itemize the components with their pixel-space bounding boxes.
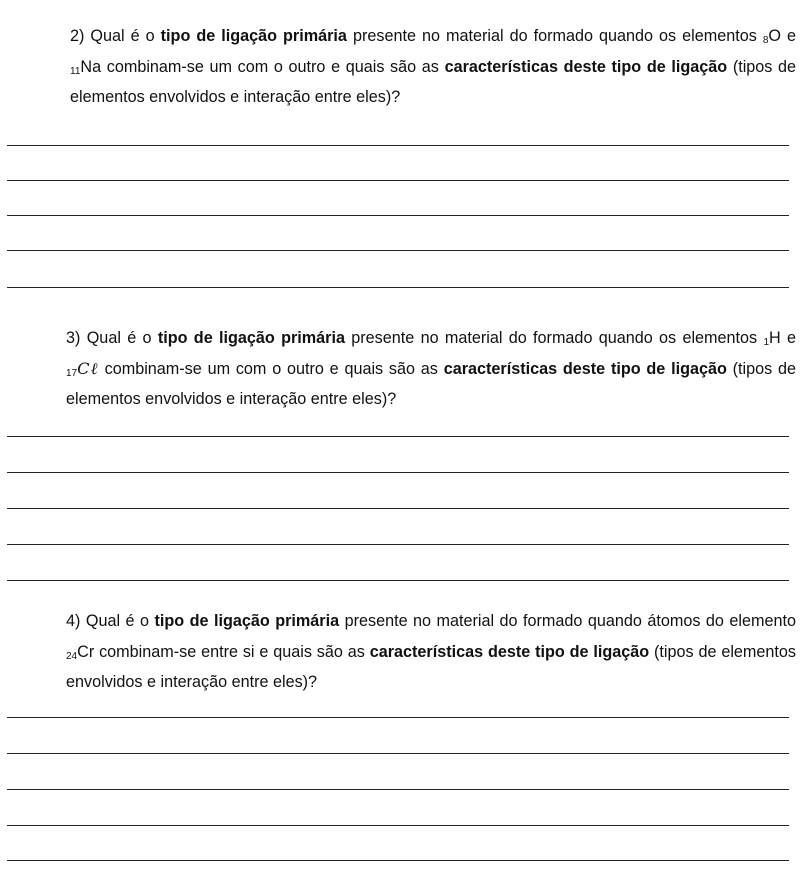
question-text: combinam-se entre si e quais são as (99, 642, 365, 661)
question-intro: Qual é o (90, 27, 155, 45)
atomic-number: 8 (762, 35, 769, 46)
answer-line[interactable] (7, 215, 789, 216)
atomic-number: 17 (66, 367, 78, 379)
answer-line[interactable] (7, 472, 789, 473)
answer-line[interactable] (7, 287, 789, 288)
answer-line[interactable] (7, 544, 789, 545)
answer-line[interactable] (7, 789, 789, 790)
element-hydrogen (763, 329, 780, 347)
element-symbol: Cr (77, 642, 95, 661)
answer-line[interactable] (7, 717, 789, 718)
answer-line[interactable] (7, 508, 789, 509)
question-text: combinam-se um com o outro e quais são as (104, 359, 438, 378)
element-symbol: Cℓ (77, 358, 99, 378)
question-3 (66, 323, 796, 415)
answer-line[interactable] (7, 145, 789, 146)
question-text: combinam-se um com o outro e quais são as (106, 57, 439, 76)
answer-line[interactable] (7, 436, 789, 437)
question-intro: Qual é o (86, 329, 152, 347)
question-number: 2) (70, 27, 85, 45)
question-number: 3) (66, 329, 81, 347)
answer-line[interactable] (7, 825, 789, 826)
element-chlorine (66, 360, 99, 378)
atomic-number: 24 (66, 650, 78, 662)
element-oxygen (763, 27, 781, 45)
element-symbol: H (769, 329, 781, 347)
question-text: presente no material do formado quando os elementos (352, 27, 757, 45)
question-intro: Qual é o (85, 612, 150, 630)
question-emphasis-characteristics: características deste tipo de ligação (443, 359, 727, 378)
element-symbol: O (768, 27, 781, 45)
question-emphasis-bond-type: tipo de ligação primária (160, 27, 347, 45)
answer-line[interactable] (7, 250, 789, 251)
question-tail: (tipos de elementos envolvidos e interação entre eles)? (66, 359, 797, 408)
element-symbol: Na (80, 57, 102, 76)
question-emphasis-characteristics: características deste tipo de ligação (444, 57, 728, 76)
conjunction: e (787, 329, 797, 347)
question-number: 4) (66, 612, 81, 630)
element-chromium (66, 643, 94, 661)
question-4 (66, 606, 796, 698)
answer-line[interactable] (7, 180, 789, 181)
question-emphasis-characteristics: características deste tipo de ligação (369, 642, 650, 661)
answer-line[interactable] (7, 753, 789, 754)
atomic-number: 1 (763, 337, 770, 348)
question-tail: (tipos de elementos envolvidos e interação entre eles)? (66, 642, 797, 691)
question-tail: (tipos de elementos envolvidos e interação entre eles)? (70, 57, 797, 106)
question-emphasis-bond-type: tipo de ligação primária (157, 329, 345, 347)
conjunction: e (787, 27, 797, 45)
question-emphasis-bond-type: tipo de ligação primária (154, 612, 340, 630)
question-text: presente no material do formado quando os elementos (351, 329, 758, 347)
answer-line[interactable] (7, 860, 789, 861)
question-text: presente no material do formado quando átomos do elemento (344, 612, 796, 630)
atomic-number: 11 (70, 65, 81, 77)
answer-line[interactable] (7, 580, 789, 581)
question-2 (70, 21, 796, 113)
element-sodium (70, 58, 101, 76)
